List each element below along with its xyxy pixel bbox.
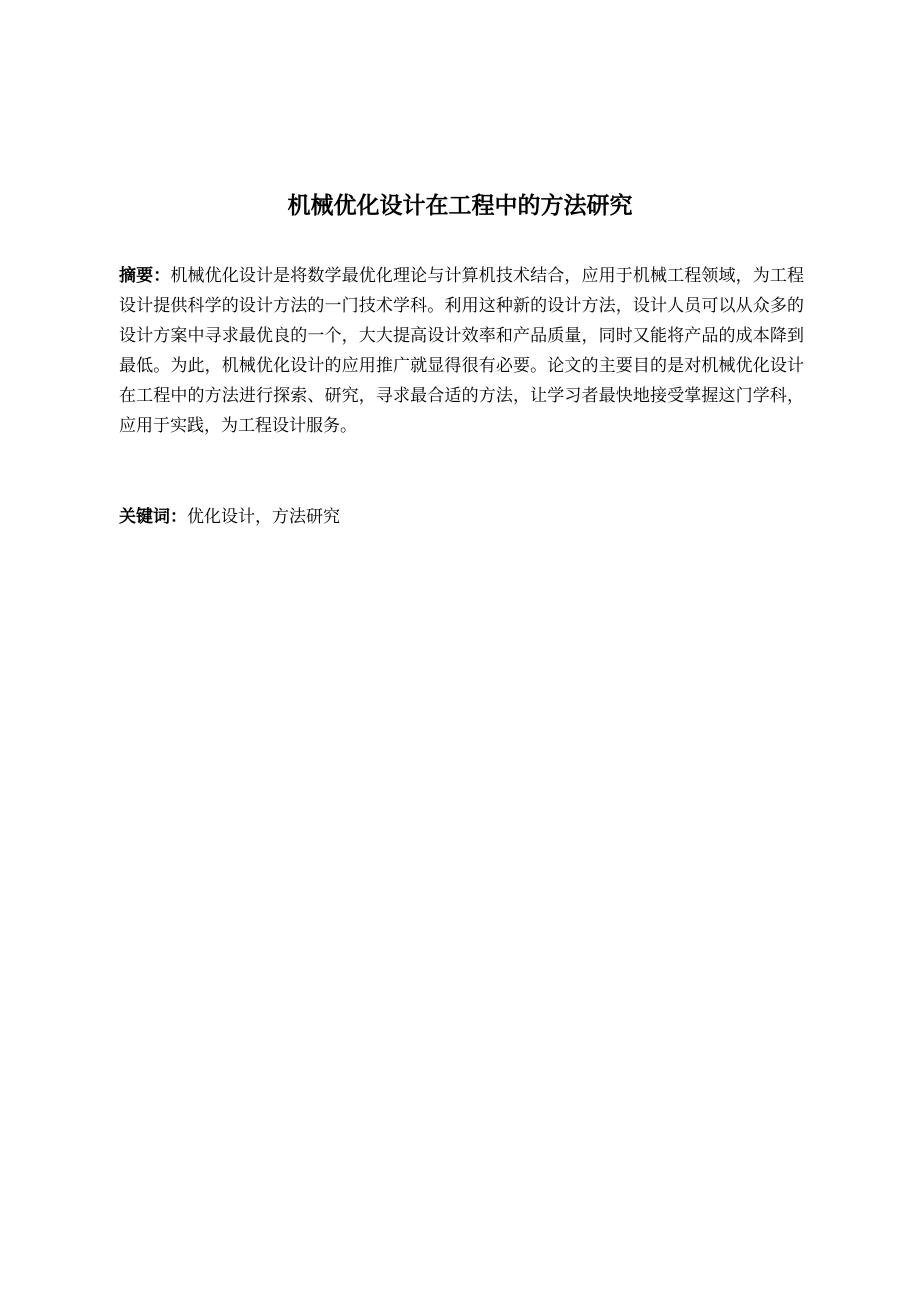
abstract-label: 摘要： — [119, 266, 171, 286]
keywords-paragraph — [119, 502, 804, 532]
keywords-label: 关键词： — [119, 507, 187, 527]
document-title: 机械优化设计在工程中的方法研究 — [287, 193, 633, 219]
abstract-paragraph — [119, 261, 804, 441]
keywords-text: 优化设计，方法研究 — [187, 507, 340, 527]
abstract-text: 机械优化设计是将数学最优化理论与计算机技术结合，应用于机械工程领域，为工程设计提供科学的设计方法的一门技术学科。利用这种新的设计方法，设计人员可以从众多的设计方案中寻求最优良的一个，大大提高设计效率和产品质量，同时又能将产品的成本降到最低。为此，机械优化设计的应用推广就显得很有必要。论文的主要目的是对机械优化设计在工程中的方法进行探索、研究，寻求最合适的方法，让学习者最快地接受掌握这门学科，应用于实践，为工程设计服务。 — [119, 266, 805, 436]
